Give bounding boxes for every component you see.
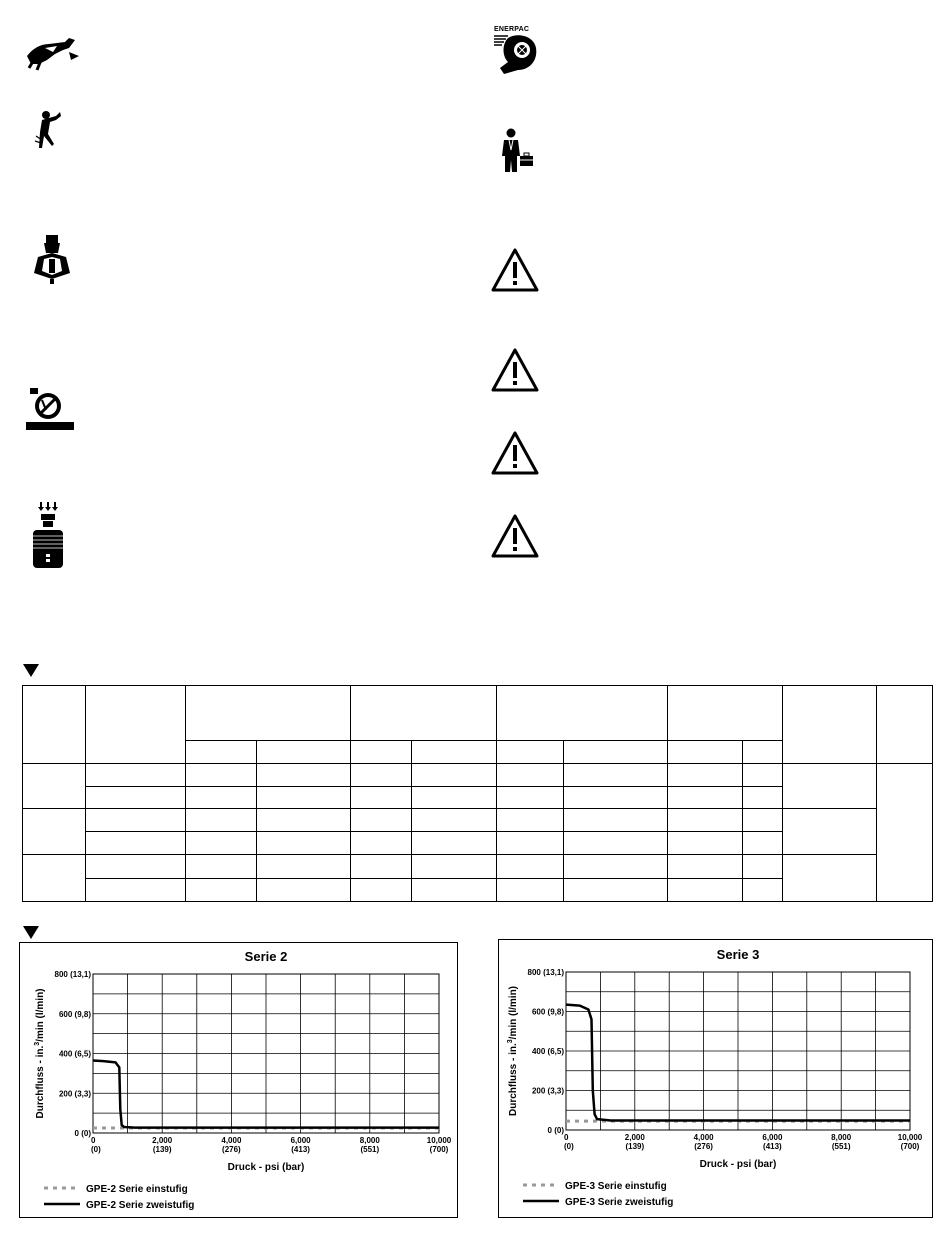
flow-chart-serie-2: [19, 942, 458, 1218]
y-tick-label: 400 (6,5): [58, 1049, 91, 1059]
x-tick-sublabel: (413): [291, 1145, 310, 1154]
table-row: [23, 764, 933, 787]
x-tick-sublabel: (0): [564, 1142, 574, 1151]
x-tick-sublabel: (0): [91, 1145, 101, 1154]
x-tick-label: 6,000: [762, 1133, 783, 1142]
section-marker-arrow-icon: [23, 664, 39, 677]
warning-triangle-icon: [491, 514, 539, 558]
cylinder-load-icon: [33, 502, 63, 570]
x-tick-label: 2,000: [624, 1133, 645, 1142]
table-header-cell: [877, 686, 933, 764]
x-tick-label: 0: [564, 1133, 569, 1142]
y-axis-label: Durchfluss - in.$^3$/min (l/min): [34, 988, 46, 1119]
burst-hose-icon: [30, 233, 74, 285]
enerpac-logo-text: ENERPAC: [494, 26, 530, 33]
table-header-cell: [497, 686, 668, 741]
table-header-cell: [86, 686, 186, 764]
y-tick-label: 600 (9,8): [531, 1007, 564, 1017]
y-tick-label: 600 (9,8): [58, 1009, 91, 1019]
x-tick-sublabel: (139): [625, 1142, 645, 1151]
y-tick-label: 0 (0): [547, 1126, 564, 1135]
x-tick-label: 2,000: [152, 1136, 173, 1145]
legend-label: GPE-3 Serie einstufig: [565, 1181, 667, 1192]
y-axis-label: Durchfluss - in.$^3$/min (l/min): [507, 985, 519, 1117]
chart-svg: [499, 940, 932, 1217]
x-tick-sublabel: (551): [831, 1142, 851, 1151]
falling-person-icon: [34, 110, 64, 156]
y-tick-label: 200 (3,3): [531, 1086, 564, 1096]
x-tick-label: 8,000: [359, 1136, 380, 1145]
warning-triangle-icon: [491, 248, 539, 292]
legend-label: GPE-3 Serie zweistufig: [565, 1197, 674, 1208]
x-tick-label: 4,000: [693, 1133, 714, 1142]
x-tick-sublabel: (700): [429, 1145, 449, 1154]
chart-title: Serie 3: [716, 947, 760, 962]
technician-icon: [501, 128, 535, 172]
legend-label: GPE-2 Serie einstufig: [86, 1184, 188, 1195]
x-tick-label: 6,000: [290, 1136, 311, 1145]
x-tick-sublabel: (139): [152, 1145, 172, 1154]
flow-chart-serie-3: [498, 939, 933, 1218]
specification-table: [22, 685, 933, 902]
table-header-cell: [783, 686, 877, 764]
warning-triangle-icon: [491, 348, 539, 392]
table-header-cell: [351, 686, 497, 741]
x-axis-label: Druck - psi (bar): [227, 1162, 305, 1173]
no-overload-icon: [26, 386, 74, 430]
table-row: [23, 855, 933, 879]
x-tick-sublabel: (551): [360, 1145, 380, 1154]
x-tick-label: 10,000: [897, 1133, 923, 1142]
legend-label: GPE-2 Serie zweistufig: [86, 1200, 195, 1211]
x-tick-label: 4,000: [221, 1136, 242, 1145]
x-tick-label: 0: [91, 1136, 96, 1145]
y-tick-label: 400 (6,5): [531, 1047, 564, 1056]
table-row: [23, 809, 933, 832]
hand-injection-hazard-icon: [25, 34, 81, 72]
y-tick-label: 0 (0): [74, 1129, 91, 1138]
chart-svg: [20, 943, 457, 1217]
table-header-cell: [668, 686, 783, 741]
table-header-cell: [23, 686, 86, 764]
x-tick-sublabel: (276): [694, 1142, 713, 1151]
x-tick-sublabel: (413): [763, 1142, 782, 1151]
warning-triangle-icon: [491, 431, 539, 475]
section-marker-arrow-icon: [23, 926, 39, 939]
x-tick-sublabel: (700): [900, 1142, 920, 1151]
x-tick-label: 10,000: [426, 1136, 452, 1145]
x-tick-sublabel: (276): [222, 1145, 241, 1154]
y-tick-label: 800 (13,1): [54, 970, 91, 979]
y-tick-label: 200 (3,3): [58, 1089, 91, 1099]
y-tick-label: 800 (13,1): [527, 968, 564, 977]
table-header-cell: [186, 686, 351, 741]
x-axis-label: Druck - psi (bar): [699, 1159, 777, 1170]
x-tick-label: 8,000: [831, 1133, 852, 1142]
enerpac-service-icon: [494, 26, 540, 74]
chart-title: Serie 2: [244, 949, 288, 964]
